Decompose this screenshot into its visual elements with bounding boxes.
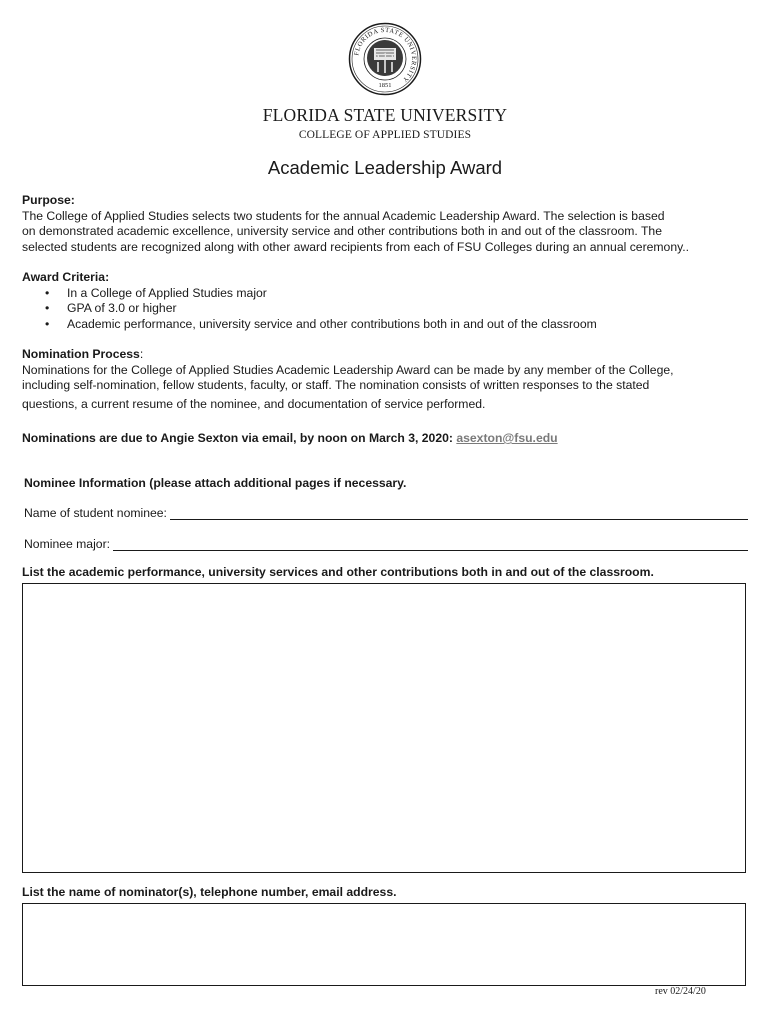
nominator-heading: List the name of nominator(s), telephone number, email address.: [22, 885, 397, 899]
criteria-item: • GPA of 3.0 or higher: [22, 301, 750, 317]
criteria-item: • Academic performance, university service and other contributions both in and out of the classroom: [22, 317, 750, 333]
major-field[interactable]: [24, 537, 748, 551]
nomination-line: Nominations for the College of Applied Studies Academic Leadership Award can be made by any member of the College,: [22, 362, 674, 377]
svg-text:FLORIDA STATE UNIVERSITY: FLORIDA STATE UNIVERSITY: [353, 26, 418, 84]
nomination-section: [22, 347, 750, 412]
contributions-heading: List the academic performance, university services and other contributions both in and out of the classroom.: [22, 565, 654, 579]
major-input-line[interactable]: [113, 538, 748, 551]
major-label: Nominee major:: [24, 537, 111, 551]
nomination-line: including self-nomination, fellow students, faculty, or staff. The nomination consists of written responses to the stated: [22, 378, 650, 393]
criteria-heading: Award Criteria:: [22, 270, 110, 284]
purpose-heading: Purpose:: [22, 193, 75, 207]
svg-text:1851: 1851: [378, 82, 392, 89]
purpose-line: selected students are recognized along with other award recipients from each of FSU Colleges during an annual ceremony..: [22, 239, 690, 254]
nomination-line: questions, a current resume of the nominee, and documentation of service performed.: [22, 396, 486, 411]
email-link[interactable]: asexton@fsu.edu: [456, 431, 558, 445]
nominee-heading: Nominee Information (please attach additional pages if necessary.: [24, 476, 407, 490]
criteria-list: [22, 286, 750, 333]
name-label: Name of student nominee:: [24, 506, 167, 520]
due-notice: [22, 431, 750, 447]
purpose-line: on demonstrated academic excellence, university service and other contributions both in and out of the classroom. The: [22, 224, 662, 239]
nomination-heading: Nomination Process: [22, 347, 140, 361]
name-input-line[interactable]: [170, 507, 748, 520]
fsu-seal-logo: [348, 22, 422, 96]
name-field[interactable]: [24, 506, 748, 520]
contributions-text-box[interactable]: [22, 583, 746, 873]
purpose-section: [22, 193, 750, 255]
revision-date: rev 02/24/20: [655, 986, 706, 997]
purpose-line: The College of Applied Studies selects two students for the annual Academic Leadership Award. The selection is based: [22, 208, 665, 223]
nominator-text-box[interactable]: [22, 903, 746, 986]
due-text: Nominations are due to Angie Sexton via email, by noon on March 3, 2020:: [22, 431, 457, 445]
university-name: FLORIDA STATE UNIVERSITY: [262, 105, 508, 125]
college-name: COLLEGE OF APPLIED STUDIES: [298, 129, 472, 141]
criteria-item: • In a College of Applied Studies major: [22, 286, 750, 302]
page-title: Academic Leadership Award: [267, 157, 503, 178]
criteria-section: [22, 270, 750, 332]
nomination-colon: :: [139, 347, 144, 361]
